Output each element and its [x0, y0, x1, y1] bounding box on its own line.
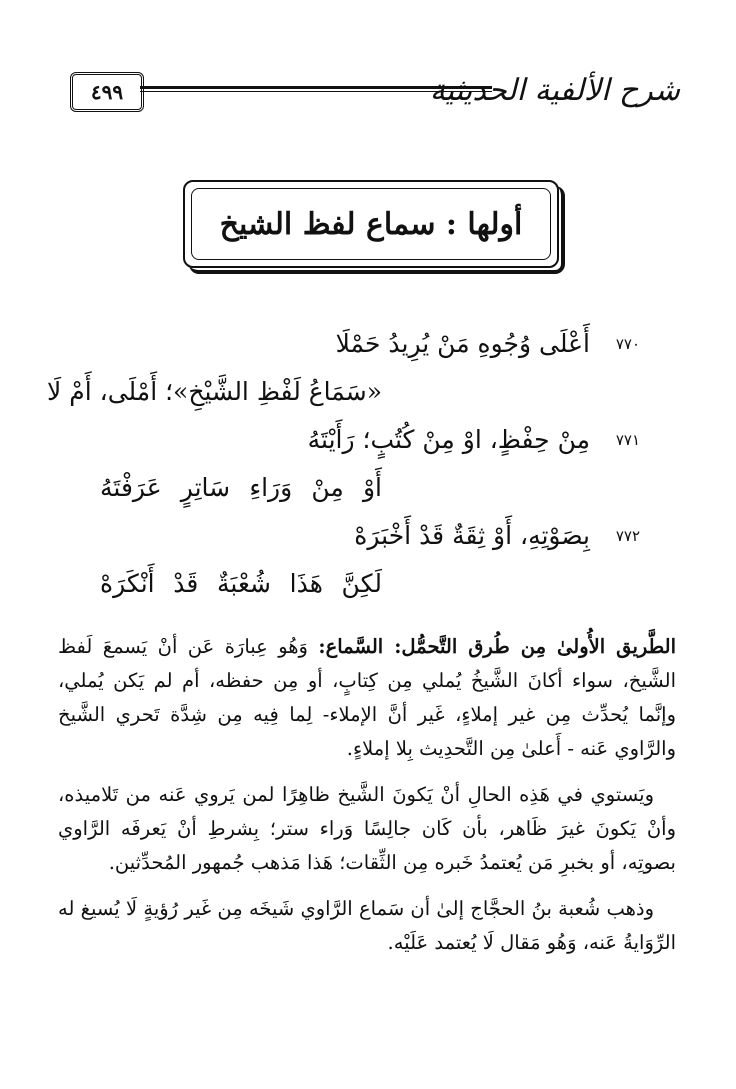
paragraph-text: ويَستوي في هَذِه الحالِ أنْ يَكونَ الشَّيخ ظاهِرًا لمن يَروي عَنه من تَلاميذه، وأنْ يَكونَ غيرَ ظَاهر، بأن كَان جالِسًا وَراء ستر؛ بِشرطِ أنْ يَعرفَه الرَّاوي بصوتِه، أو بخبرِ مَن يُعتمدُ خَبره مِن الثِّقات؛ هَذا مَذهب جُمهور المُحدِّثين.: [58, 783, 676, 874]
verse-block: [47, 320, 640, 608]
verse-second-hemistich: أَوْ مِنْ وَرَاءِ سَاتِرٍ عَرَفْتَهُ: [100, 473, 382, 502]
section-title-frame: [183, 180, 559, 268]
verse-line: [100, 512, 640, 560]
commentary: [58, 630, 676, 972]
verse-number: ٧٧١: [615, 431, 640, 449]
section-title-inner-frame: [191, 188, 551, 260]
book-title: شرح الألفية الحديثية: [429, 73, 680, 108]
paragraph: [58, 892, 676, 960]
verse-first-hemistich: مِنْ حِفْظٍ، اوْ مِنْ كُتُبٍ؛ رَأَيْتَهُ: [307, 425, 590, 454]
verse-line: [47, 368, 640, 416]
paragraph-lead: الطَّريق الأُولىٰ مِن طُرق التَّحمُّل: السَّماع:: [318, 635, 676, 658]
verse-second-hemistich: لَكِنَّ هَذَا شُعْبَةٌ قَدْ أَنْكَرَهْ: [100, 569, 382, 598]
verse-first-hemistich: أَعْلَى وُجُوهِ مَنْ يُرِيدُ حَمْلَا: [335, 329, 590, 358]
verse-line: [100, 320, 640, 368]
page-number: ٤٩٩: [90, 80, 124, 104]
page-header: [70, 62, 680, 122]
verse-line: [100, 416, 640, 464]
paragraph: [58, 630, 676, 766]
paragraph: [58, 778, 676, 880]
page-number-box: [70, 72, 144, 112]
verse-number: ٧٧٠: [615, 335, 640, 353]
verse-first-hemistich: بِصَوْتِهِ، أَوْ ثِقَةٌ قَدْ أَخْبَرَهْ: [354, 521, 590, 550]
paragraph-text: وذهب شُعبة بنُ الحجَّاج إلىٰ أن سَماع الرَّاوي شَيخَه مِن غَير رُؤيةٍ لَا يُسيغ له الرِّوَايةُ عَنه، وَهُو مَقال لَا يُعتمد عَلَيْه.: [58, 897, 676, 954]
verse-second-hemistich: «سَمَاعُ لَفْظِ الشَّيْخِ»؛ أَمْلَى، أَمْ لَا: [47, 377, 382, 406]
verse-line: [100, 464, 640, 512]
verse-number: ٧٧٢: [615, 527, 640, 545]
section-title: أولها : سماع لفظ الشيخ: [219, 206, 523, 242]
paragraph-text: وَهُو عِبارَة عَن أنْ يَسمعَ لَفظ الشَّيخ، سواء أكانَ الشَّيخُ يُملي مِن كِتابٍ، أو مِن حفظه، أم لم يَكن يُملي، وإنَّما يُحدِّث مِن غير إملاءٍ، غَير أنَّ الإملاء- لِما فِيه مِن شِدَّة تَحري الشَّيخ والرَّاوي عَنه - أَعلىٰ مِن التَّحدِيث بِلا إملاءٍ.: [58, 635, 676, 760]
verse-line: [100, 560, 640, 608]
